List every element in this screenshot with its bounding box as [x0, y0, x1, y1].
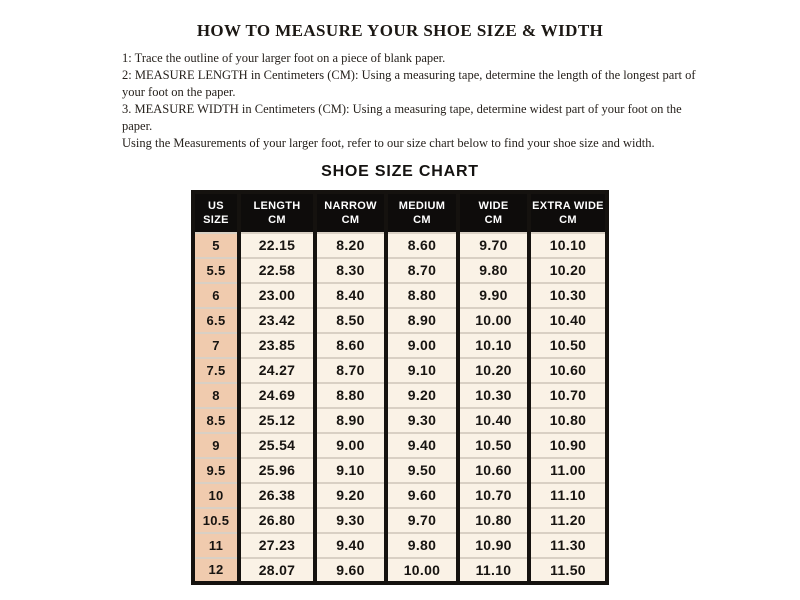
us-size-cell: 6 — [193, 283, 239, 308]
us-size-cell: 8.5 — [193, 408, 239, 433]
extra-wide-cm-cell: 10.40 — [529, 308, 607, 333]
narrow-cm-cell: 9.60 — [315, 558, 386, 583]
table-row — [193, 333, 607, 358]
length-cm-cell: 22.15 — [239, 233, 315, 258]
extra-wide-cm-cell: 11.30 — [529, 533, 607, 558]
table-row — [193, 433, 607, 458]
length-cm-cell: 23.00 — [239, 283, 315, 308]
column-header-medium: MEDIUM CM — [386, 192, 458, 233]
table-row — [193, 458, 607, 483]
extra-wide-cm-cell: 10.80 — [529, 408, 607, 433]
wide-cm-cell: 11.10 — [458, 558, 529, 583]
us-size-cell: 9 — [193, 433, 239, 458]
instruction-step-1: 1: Trace the outline of your larger foot on a piece of blank paper. — [122, 51, 446, 65]
medium-cm-cell: 9.10 — [386, 358, 458, 383]
extra-wide-cm-cell: 10.60 — [529, 358, 607, 383]
instructions — [122, 50, 700, 152]
us-size-cell: 12 — [193, 558, 239, 583]
medium-cm-cell: 8.70 — [386, 258, 458, 283]
table-header-row — [193, 192, 607, 233]
us-size-cell: 5 — [193, 233, 239, 258]
extra-wide-cm-cell: 11.00 — [529, 458, 607, 483]
narrow-cm-cell: 8.50 — [315, 308, 386, 333]
narrow-cm-cell: 8.30 — [315, 258, 386, 283]
medium-cm-cell: 9.00 — [386, 333, 458, 358]
wide-cm-cell: 9.70 — [458, 233, 529, 258]
extra-wide-cm-cell: 10.50 — [529, 333, 607, 358]
wide-cm-cell: 10.00 — [458, 308, 529, 333]
length-cm-cell: 26.38 — [239, 483, 315, 508]
length-cm-cell: 25.54 — [239, 433, 315, 458]
table-row — [193, 483, 607, 508]
narrow-cm-cell: 9.20 — [315, 483, 386, 508]
length-cm-cell: 25.12 — [239, 408, 315, 433]
extra-wide-cm-cell: 11.50 — [529, 558, 607, 583]
us-size-cell: 10 — [193, 483, 239, 508]
length-cm-cell: 23.42 — [239, 308, 315, 333]
medium-cm-cell: 9.20 — [386, 383, 458, 408]
medium-cm-cell: 8.60 — [386, 233, 458, 258]
length-cm-cell: 23.85 — [239, 333, 315, 358]
narrow-cm-cell: 8.20 — [315, 233, 386, 258]
wide-cm-cell: 10.90 — [458, 533, 529, 558]
extra-wide-cm-cell: 10.20 — [529, 258, 607, 283]
wide-cm-cell: 10.30 — [458, 383, 529, 408]
medium-cm-cell: 8.90 — [386, 308, 458, 333]
wide-cm-cell: 10.20 — [458, 358, 529, 383]
chart-heading: SHOE SIZE CHART — [321, 163, 479, 180]
us-size-cell: 6.5 — [193, 308, 239, 333]
wide-cm-cell: 10.50 — [458, 433, 529, 458]
extra-wide-cm-cell: 10.90 — [529, 433, 607, 458]
medium-cm-cell: 10.00 — [386, 558, 458, 583]
wide-cm-cell: 10.70 — [458, 483, 529, 508]
us-size-cell: 7 — [193, 333, 239, 358]
table-row — [193, 358, 607, 383]
length-cm-cell: 24.69 — [239, 383, 315, 408]
table-row — [193, 233, 607, 258]
table-row — [193, 408, 607, 433]
wide-cm-cell: 10.80 — [458, 508, 529, 533]
us-size-cell: 8 — [193, 383, 239, 408]
page-title: HOW TO MEASURE YOUR SHOE SIZE & WIDTH — [196, 21, 604, 40]
length-cm-cell: 26.80 — [239, 508, 315, 533]
narrow-cm-cell: 8.70 — [315, 358, 386, 383]
column-header-us: US SIZE — [193, 192, 239, 233]
table-row — [193, 383, 607, 408]
column-header-narrow: NARROW CM — [315, 192, 386, 233]
wide-cm-cell: 9.90 — [458, 283, 529, 308]
narrow-cm-cell: 9.30 — [315, 508, 386, 533]
medium-cm-cell: 9.80 — [386, 533, 458, 558]
narrow-cm-cell: 9.10 — [315, 458, 386, 483]
wide-cm-cell: 10.40 — [458, 408, 529, 433]
extra-wide-cm-cell: 10.30 — [529, 283, 607, 308]
us-size-cell: 11 — [193, 533, 239, 558]
instruction-note: Using the Measurements of your larger foot, refer to our size chart below to find your shoe size and width. — [122, 136, 655, 150]
us-size-cell: 10.5 — [193, 508, 239, 533]
length-cm-cell: 24.27 — [239, 358, 315, 383]
table-body — [193, 233, 607, 583]
table-row — [193, 308, 607, 333]
instruction-step-3: 3. MEASURE WIDTH in Centimeters (CM): Using a measuring tape, determine widest part of your foot on the paper. — [122, 102, 682, 133]
narrow-cm-cell: 9.00 — [315, 433, 386, 458]
narrow-cm-cell: 8.80 — [315, 383, 386, 408]
length-cm-cell: 25.96 — [239, 458, 315, 483]
wide-cm-cell: 9.80 — [458, 258, 529, 283]
us-size-cell: 9.5 — [193, 458, 239, 483]
wide-cm-cell: 10.60 — [458, 458, 529, 483]
length-cm-cell: 27.23 — [239, 533, 315, 558]
extra-wide-cm-cell: 10.10 — [529, 233, 607, 258]
extra-wide-cm-cell: 10.70 — [529, 383, 607, 408]
column-header-length: LENGTH CM — [239, 192, 315, 233]
narrow-cm-cell: 8.60 — [315, 333, 386, 358]
table-row — [193, 258, 607, 283]
table-row — [193, 558, 607, 583]
medium-cm-cell: 8.80 — [386, 283, 458, 308]
table-row — [193, 283, 607, 308]
length-cm-cell: 28.07 — [239, 558, 315, 583]
instruction-step-2: 2: MEASURE LENGTH in Centimeters (CM): Using a measuring tape, determine the length of the longest part of your foot on the paper. — [122, 68, 696, 99]
table-header — [193, 192, 607, 233]
table-row — [193, 508, 607, 533]
us-size-cell: 5.5 — [193, 258, 239, 283]
medium-cm-cell: 9.60 — [386, 483, 458, 508]
wide-cm-cell: 10.10 — [458, 333, 529, 358]
narrow-cm-cell: 9.40 — [315, 533, 386, 558]
medium-cm-cell: 9.50 — [386, 458, 458, 483]
us-size-cell: 7.5 — [193, 358, 239, 383]
length-cm-cell: 22.58 — [239, 258, 315, 283]
extra-wide-cm-cell: 11.10 — [529, 483, 607, 508]
extra-wide-cm-cell: 11.20 — [529, 508, 607, 533]
column-header-extra-wide: EXTRA WIDE CM — [529, 192, 607, 233]
shoe-size-table — [191, 190, 609, 585]
table-row — [193, 533, 607, 558]
narrow-cm-cell: 8.90 — [315, 408, 386, 433]
medium-cm-cell: 9.70 — [386, 508, 458, 533]
medium-cm-cell: 9.40 — [386, 433, 458, 458]
column-header-wide: WIDE CM — [458, 192, 529, 233]
medium-cm-cell: 9.30 — [386, 408, 458, 433]
narrow-cm-cell: 8.40 — [315, 283, 386, 308]
